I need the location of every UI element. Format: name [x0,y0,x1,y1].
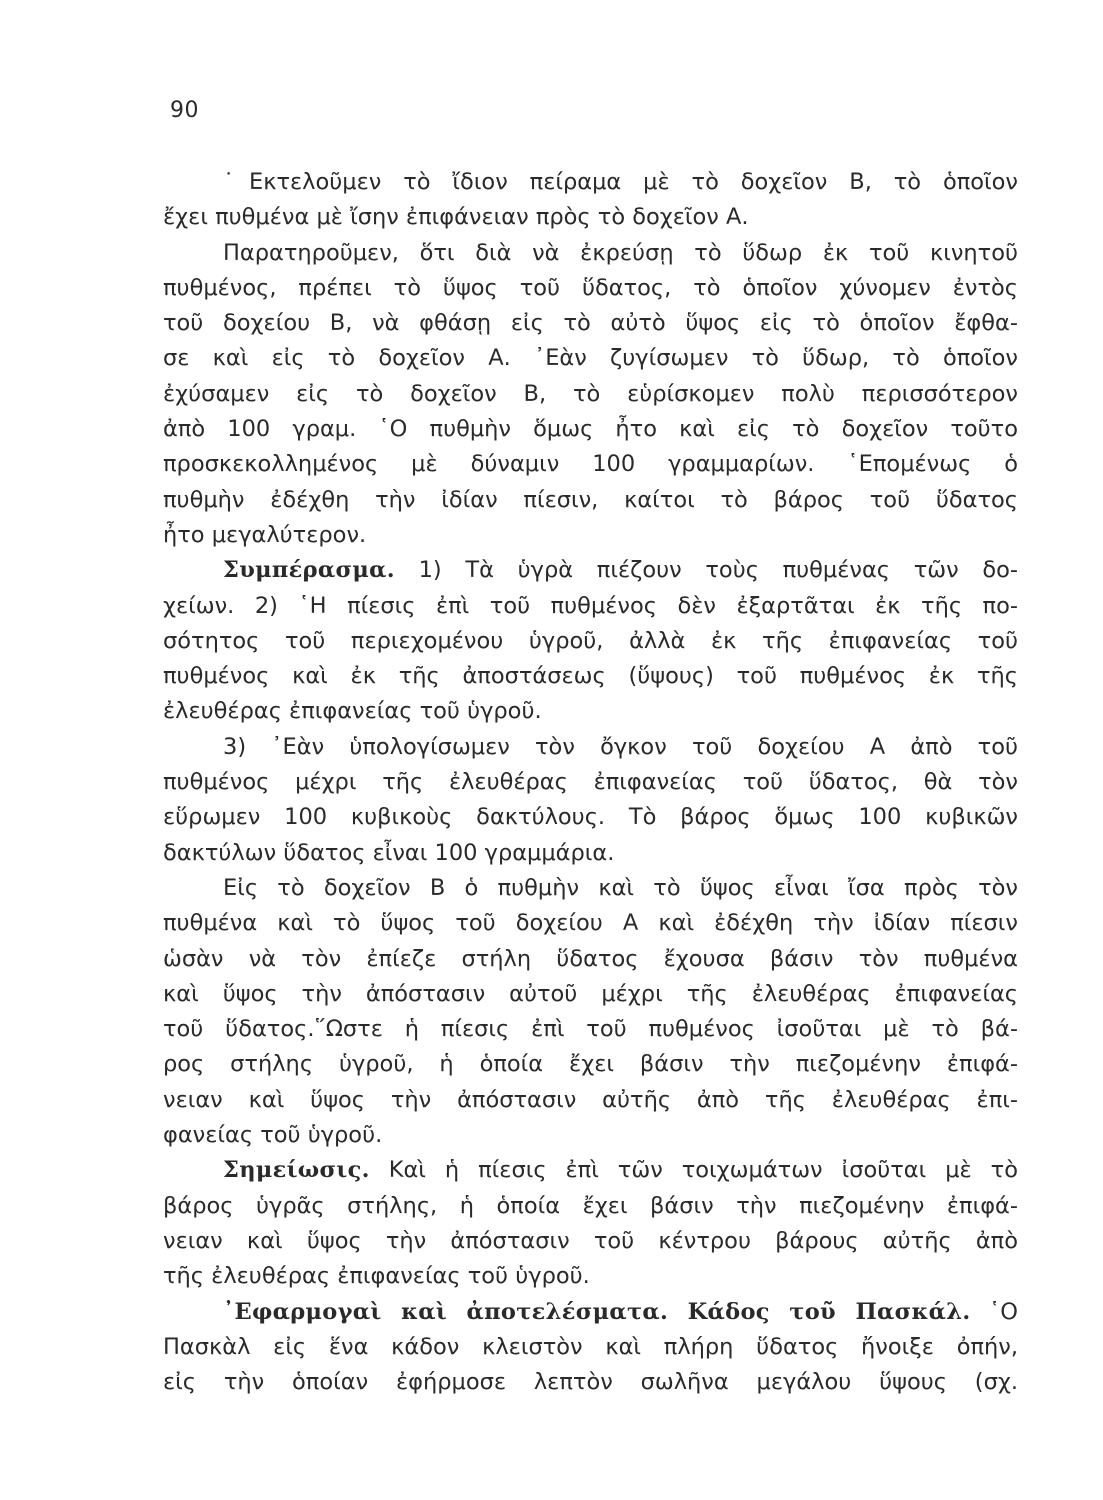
page-number: 90 [170,98,199,123]
text-line: τῆς ἐλευθέρας ἐπιφανείας τοῦ ὑγροῦ. [163,1263,590,1290]
text-line: πυθμὴν ἐδέχθη τὴν ἰδίαν πίεσιν, καίτοι τὸ βάρος τοῦ ὕδατος [163,486,1018,513]
text-run: ῾Ο [970,1298,1018,1325]
text-run: 1) Τὰ ὑγρὰ πιέζουν τοὺς πυθμένας τῶν δο- [394,557,1018,584]
text-run: Καὶ ἡ πίεσις ἐπὶ τῶν τοιχωμάτων ἰσοῦται μὲ τὸ [369,1157,1018,1184]
paragraph-vessel-b [163,871,1018,1153]
paragraph-conclusion [163,553,1018,729]
section-heading-note: Σημείωσις. [223,1157,370,1184]
text-line: ρος στήλης ὑγροῦ, ἡ ὁποία ἔχει βάσιν τὴν πιεζομένην ἐπιφά- [163,1051,1018,1078]
text-line: 3) ᾿Εὰν ὑπολογίσωμεν τὸν ὄγκον τοῦ δοχείου Α ἀπὸ τοῦ [223,733,1018,760]
text-line: νειαν καὶ ὕψος τὴν ἀπόστασιν αὐτῆς ἀπὸ τῆς ἐλευθέρας ἐπι- [163,1086,1018,1113]
text-line: ἔχει πυθμένα μὲ ἴσην ἐπιφάνειαν πρὸς τὸ δοχεῖον Α. [163,204,749,231]
text-line: πυθμένος καὶ ἐκ τῆς ἀποστάσεως (ὕψους) τοῦ πυθμένος ἐκ τῆς [163,663,1018,690]
text-line: βάρος ὑγρᾶς στήλης, ἡ ὁποία ἔχει βάσιν τὴν πιεζομένην ἐπιφά- [163,1192,1018,1219]
text-line: Παρατηροῦμεν, ὅτι διὰ νὰ ἐκρεύσῃ τὸ ὕδωρ ἐκ τοῦ κινητοῦ [223,239,1018,266]
paragraph-volume [163,730,1018,871]
text-line: νειαν καὶ ὕψος τὴν ἀπόστασιν τοῦ κέντρου βάρους αὐτῆς ἀπὸ [163,1227,1018,1254]
text-line: ἐχύσαμεν εἰς τὸ δοχεῖον Β, τὸ εὑρίσκομεν πολὺ περισσότερον [163,380,1018,407]
section-heading-applications: ᾿Εφαρμογαὶ καὶ ἀποτελέσματα. Κάδος τοῦ Πασκάλ. [223,1298,971,1325]
text-line [163,1295,1018,1330]
text-line [163,1153,1018,1188]
paragraph-note [163,1153,1018,1294]
paragraph-observation [163,236,1018,554]
text-line: προσκεκολλημένος μὲ δύναμιν 100 γραμμαρίων. ῾Επομένως ὁ [163,451,1018,478]
paragraph-applications [163,1295,1018,1401]
text-line: τοῦ δοχείου Β, νὰ φθάσῃ εἰς τὸ αὐτὸ ὕψος εἰς τὸ ὁποῖον ἔφθα- [163,310,1018,337]
section-heading-conclusion: Συμπέρασμα. [223,557,395,584]
text-line: τοῦ ὕδατος.῞Ωστε ἡ πίεσις ἐπὶ τοῦ πυθμένος ἰσοῦται μὲ τὸ βά- [163,1016,1018,1043]
text-line: σότητος τοῦ περιεχομένου ὑγροῦ, ἀλλὰ ἐκ τῆς ἐπιφανείας τοῦ [163,627,1018,654]
body-text [163,165,1018,1400]
text-line: Εἰς τὸ δοχεῖον Β ὁ πυθμὴν καὶ τὸ ὕψος εἶναι ἴσα πρὸς τὸν [223,874,1018,901]
text-line: σε καὶ εἰς τὸ δοχεῖον Α. ᾿Εὰν ζυγίσωμεν τὸ ὕδωρ, τὸ ὁποῖον [163,345,1018,372]
text-line: ˙Εκτελοῦμεν τὸ ἴδιον πείραμα μὲ τὸ δοχεῖον Β, τὸ ὁποῖον [223,169,1018,195]
text-line: πυθμένα καὶ τὸ ὕψος τοῦ δοχείου Α καὶ ἐδέχθη τὴν ἰδίαν πίεσιν [163,910,1018,937]
text-line: ἀπὸ 100 γραμ. ῾Ο πυθμὴν ὅμως ἦτο καὶ εἰς τὸ δοχεῖον τοῦτο [163,416,1018,443]
text-line: εἰς τὴν ὁποίαν ἐφήρμοσε λεπτὸν σωλῆνα μεγάλου ὕψους (σχ. [163,1369,1018,1396]
text-line: δακτύλων ὕδατος εἶναι 100 γραμμάρια. [163,839,615,866]
text-line: ἐλευθέρας ἐπιφανείας τοῦ ὑγροῦ. [163,698,542,725]
text-line: καὶ ὕψος τὴν ἀπόστασιν αὐτοῦ μέχρι τῆς ἐλευθέρας ἐπιφανείας [163,980,1018,1007]
text-line: ὡσὰν νὰ τὸν ἐπίεζε στήλη ὕδατος ἔχουσα βάσιν τὸν πυθμένα [163,945,1018,972]
paragraph-experiment-b [163,165,1018,236]
text-line: χείων. 2) ῾Η πίεσις ἐπὶ τοῦ πυθμένος δὲν ἐξαρτᾶται ἐκ τῆς πο- [163,592,1018,619]
text-line: Πασκὰλ εἰς ἕνα κάδον κλειστὸν καὶ πλήρη ὕδατος ἤνοιξε ὀπήν, [163,1333,1018,1360]
text-line: πυθμένος μέχρι τῆς ἐλευθέρας ἐπιφανείας τοῦ ὕδατος, θὰ τὸν [163,769,1018,796]
text-line: πυθμένος, πρέπει τὸ ὕψος τοῦ ὕδατος, τὸ ὁποῖον χύνομεν ἐντὸς [163,274,1018,301]
text-line: ἦτο μεγαλύτερον. [163,521,367,548]
text-line [163,553,1018,588]
text-line: φανείας τοῦ ὑγροῦ. [163,1122,383,1149]
text-line: εὕρωμεν 100 κυβικοὺς δακτύλους. Τὸ βάρος ὅμως 100 κυβικῶν [163,804,1018,831]
